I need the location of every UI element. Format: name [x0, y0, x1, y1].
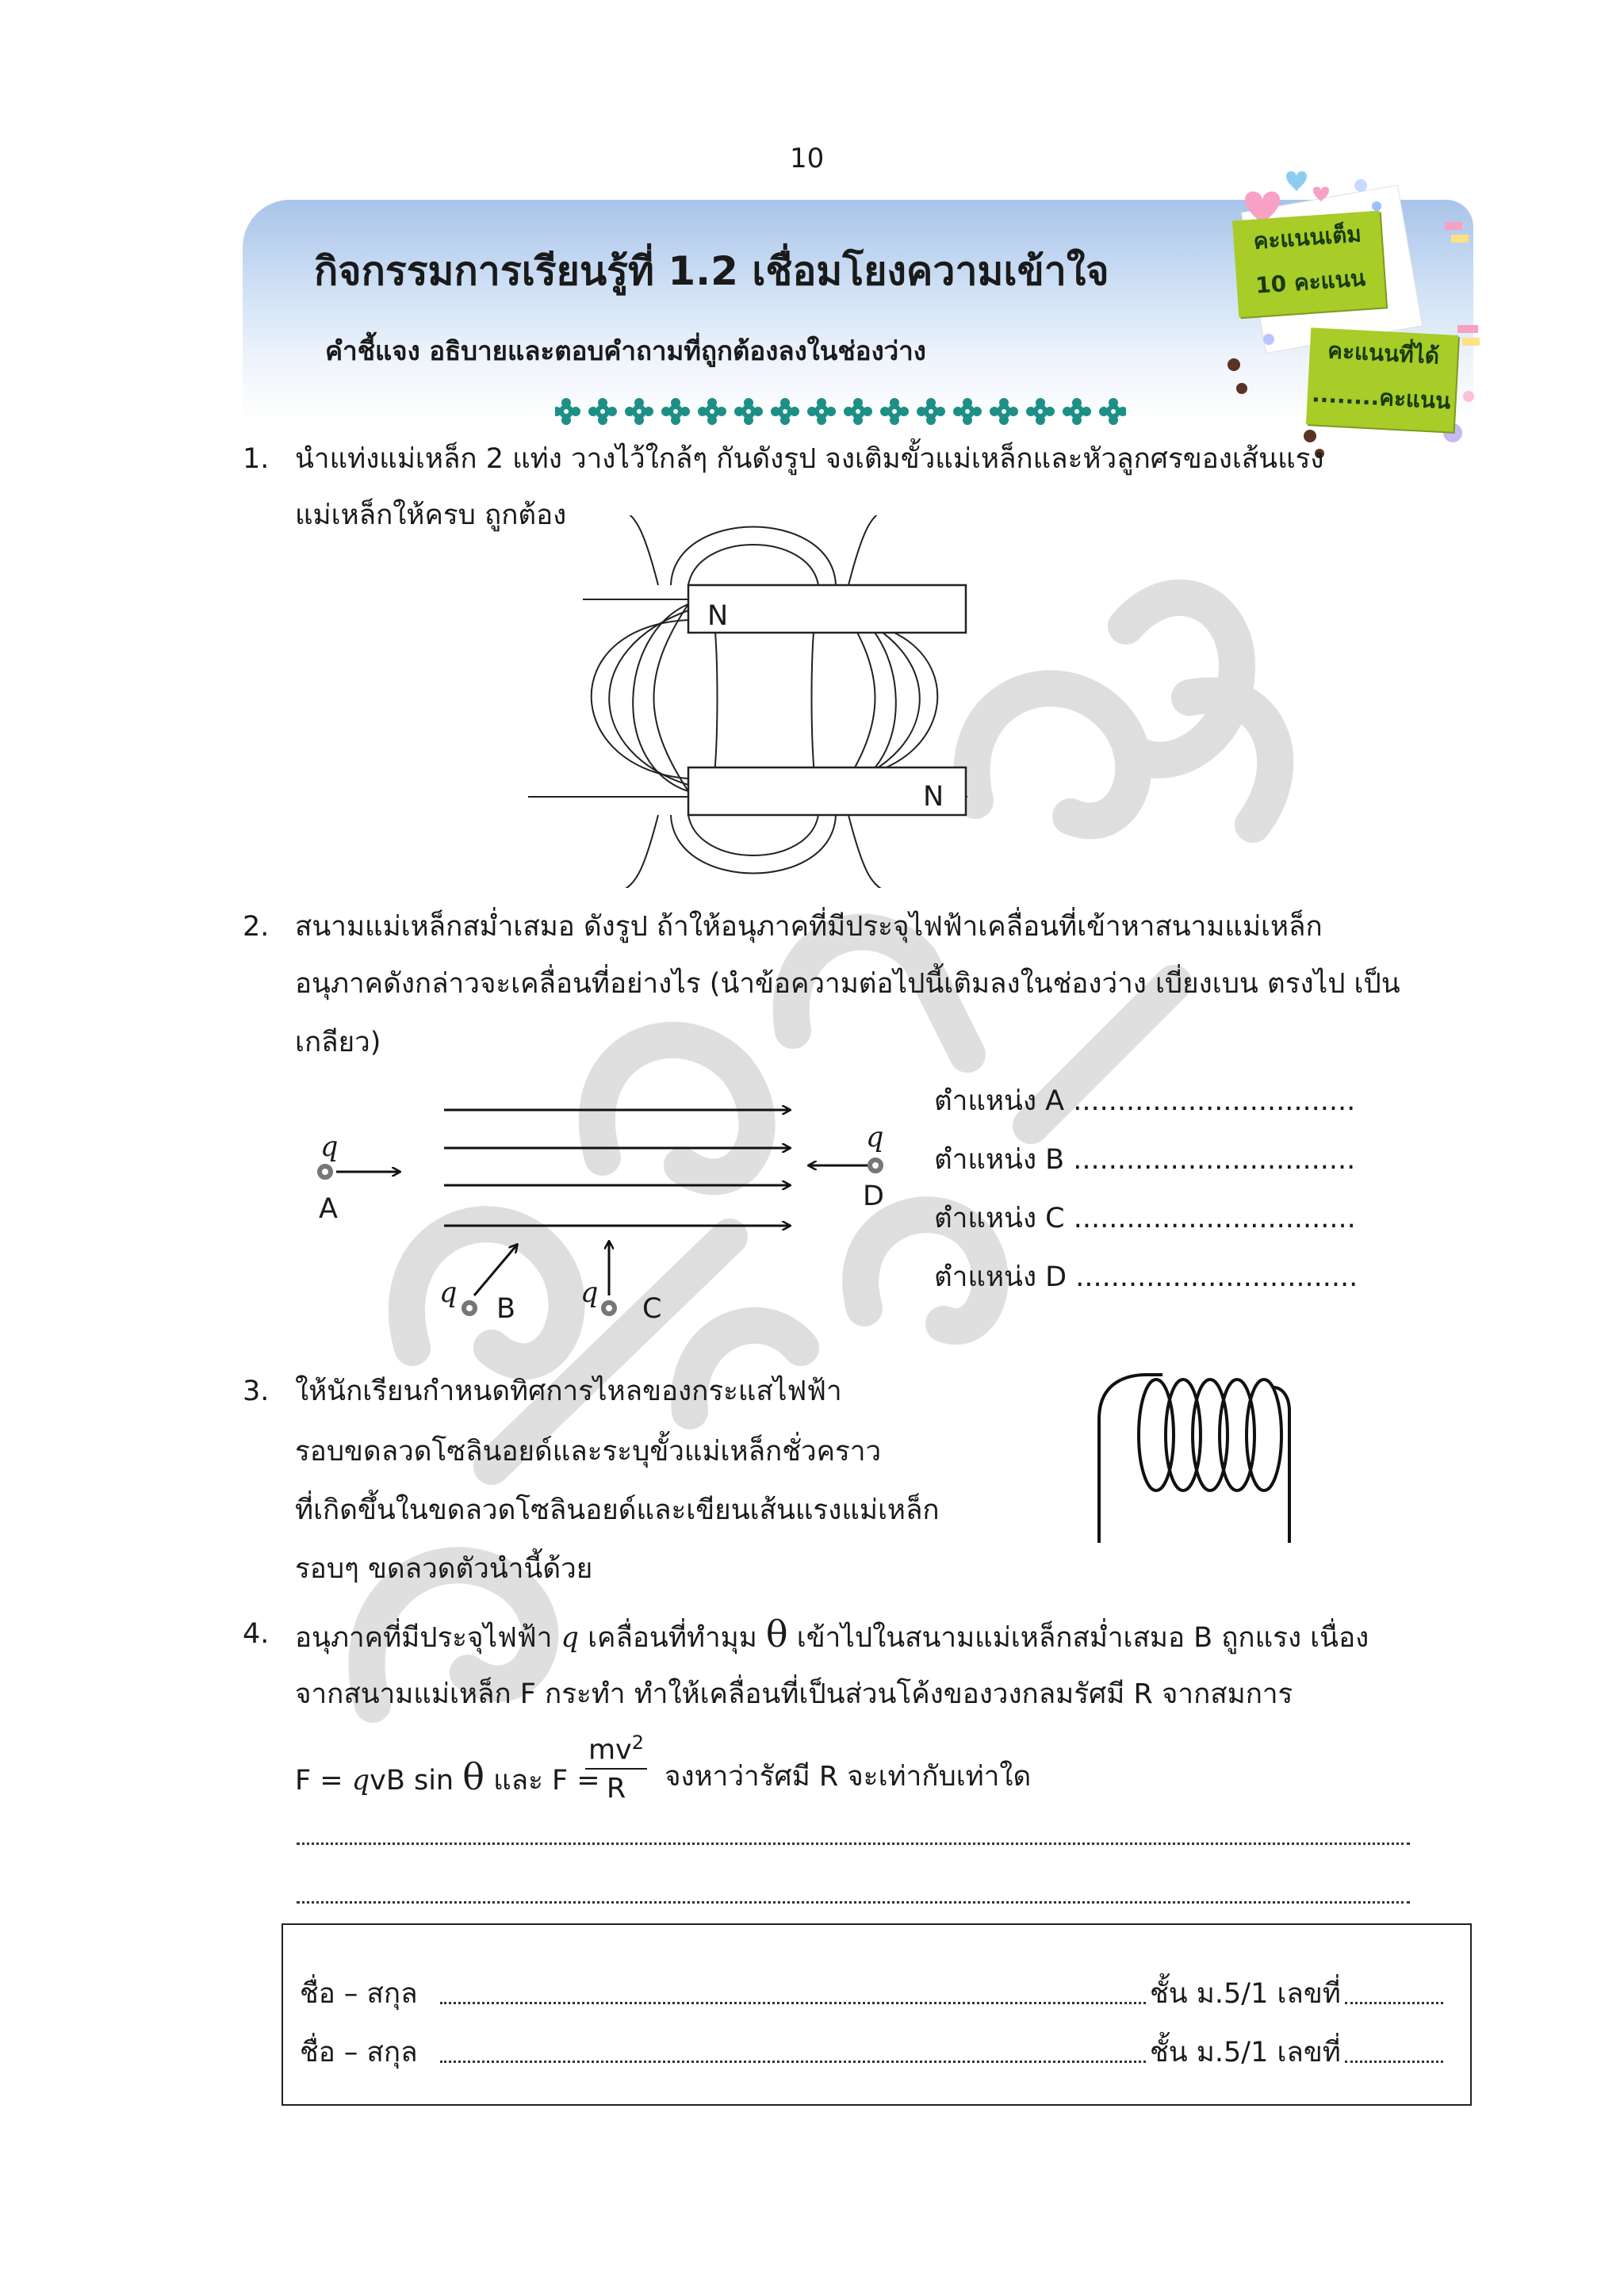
class-label-2: ชั้น ม.5/1 เลขที่: [1150, 2037, 1341, 2068]
eq-theta: θ: [462, 1755, 485, 1798]
point-label-d: D: [863, 1181, 884, 1212]
q3-text-line2: รอบขดลวดโซลินอยด์และระบุขั้วแม่เหล็กชั่วคราว: [295, 1436, 882, 1468]
eq-exponent: 2: [631, 1732, 645, 1754]
q4-line1-part-b: เคลื่อนที่ทำมุม: [588, 1622, 757, 1654]
charge-q-d: q: [866, 1122, 884, 1154]
eq-q: q: [351, 1765, 370, 1797]
eq-mv: mv: [588, 1734, 632, 1766]
page-number: 10: [790, 143, 825, 174]
number-field-1[interactable]: [1345, 2002, 1443, 2004]
number-field-2[interactable]: [1345, 2061, 1443, 2063]
magnet-field-diagram: [515, 515, 1007, 888]
charge-q-b: q: [439, 1277, 458, 1309]
activity-title: กิจกรรมการเรียนรู้ที่ 1.2 เชื่อมโยงความเข้าใจ: [314, 248, 1109, 294]
score-full-card: [1232, 211, 1386, 318]
uniform-field-diagram: [301, 1094, 904, 1332]
q2-text-line2: อนุภาคดังกล่าวจะเคลื่อนที่อย่างไร (นำข้อความต่อไปนี้เติมลงในช่องว่าง เบี่ยงเบน ตรงไป เป็น: [295, 968, 1400, 1000]
answer-d: ตำแหน่ง D ................................: [934, 1261, 1358, 1293]
q4-number: 4.: [243, 1618, 270, 1650]
q4-line1-part-a: อนุภาคที่มีประจุไฟฟ้า: [295, 1622, 553, 1654]
eq-and: และ F =: [493, 1765, 600, 1797]
score-got-value: ........คะแนน: [1311, 381, 1452, 415]
q4-charge-q: q: [561, 1622, 579, 1654]
q3-text-line3: ที่เกิดขึ้นในขดลวดโซลินอยด์และเขียนเส้นแรงแม่เหล็ก: [295, 1494, 940, 1526]
magnet-top-pole-label: N: [707, 600, 729, 632]
score-full-label: คะแนนเต็ม: [1252, 220, 1362, 254]
point-label-b: B: [496, 1293, 516, 1325]
answer-b: ตำแหน่ง B ................................: [934, 1144, 1356, 1176]
solenoid-diagram: [1091, 1364, 1305, 1546]
student-name-box: [282, 1923, 1472, 2106]
q2-text-line1: สนามแม่เหล็กสม่ำเสมอ ดังรูป ถ้าให้อนุภาคที่มีประจุไฟฟ้าเคลื่อนที่เข้าหาสนามแม่เหล็ก: [295, 911, 1323, 943]
point-label-a: A: [319, 1193, 338, 1225]
q4-text-line2: จากสนามแม่เหล็ก F กระทำ ทำให้เคลื่อนที่เป็นส่วนโค้งของวงกลมรัศมี R จากสมการ: [295, 1678, 1293, 1710]
point-label-c: C: [642, 1293, 662, 1325]
eq-vb-sin: vB sin: [370, 1765, 454, 1797]
q4-question: จงหาว่ารัศมี R จะเท่ากับเท่าใด: [665, 1761, 1032, 1793]
answer-c: ตำแหน่ง C ................................: [934, 1203, 1356, 1234]
eq-numerator: [585, 1725, 647, 1770]
score-full-value: 10 คะแนน: [1254, 265, 1366, 299]
q2-text-line3: เกลียว): [295, 1027, 381, 1058]
eq-f-label: F =: [295, 1765, 352, 1797]
q4-text-line1: [295, 1614, 1369, 1658]
charge-q-a: q: [320, 1131, 339, 1163]
q3-number: 3.: [243, 1376, 270, 1407]
q4-equation-left: [295, 1757, 600, 1800]
q1-text-line1: นำแท่งแม่เหล็ก 2 แท่ง วางไว้ใกล้ๆ กันดังรูป จงเติมขั้วแม่เหล็กและหัวลูกศรของเส้นแรง: [295, 443, 1324, 475]
name-field-2[interactable]: [440, 2061, 1146, 2063]
name-label-1: ชื่อ – สกุล: [300, 1978, 418, 2010]
flower-divider: [555, 394, 1126, 429]
name-label-2: ชื่อ – สกุล: [300, 2037, 418, 2068]
q2-number: 2.: [243, 911, 270, 943]
q3-text-line1: ให้นักเรียนกำหนดทิศการไหลของกระแสไฟฟ้า: [295, 1376, 842, 1407]
q1-text-line2: แม่เหล็กให้ครบ ถูกต้อง: [295, 499, 567, 531]
score-got-card: [1306, 327, 1458, 432]
q1-number: 1.: [243, 443, 270, 475]
score-got-label: คะแนนที่ได้: [1327, 337, 1440, 369]
eq-denominator: R: [606, 1772, 626, 1804]
q4-line1-part-c: เข้าไปในสนามแม่เหล็กสม่ำเสมอ B ถูกแรง เนื่อง: [796, 1622, 1369, 1654]
charge-q-c: q: [580, 1277, 599, 1309]
q4-theta: θ: [765, 1613, 788, 1655]
answer-line-1[interactable]: [297, 1843, 1410, 1845]
name-field-1[interactable]: [440, 2002, 1146, 2004]
q3-text-line4: รอบๆ ขดลวดตัวนำนี้ด้วย: [295, 1553, 593, 1585]
answer-a: ตำแหน่ง A ................................: [934, 1085, 1356, 1117]
class-label-1: ชั้น ม.5/1 เลขที่: [1150, 1978, 1341, 2010]
magnet-bottom-pole-label: N: [923, 781, 944, 813]
answer-line-2[interactable]: [297, 1901, 1410, 1904]
instruction-text: คำชี้แจง อธิบายและตอบคำถามที่ถูกต้องลงในช่องว่าง: [325, 335, 926, 366]
eq-fraction: [585, 1725, 647, 1808]
